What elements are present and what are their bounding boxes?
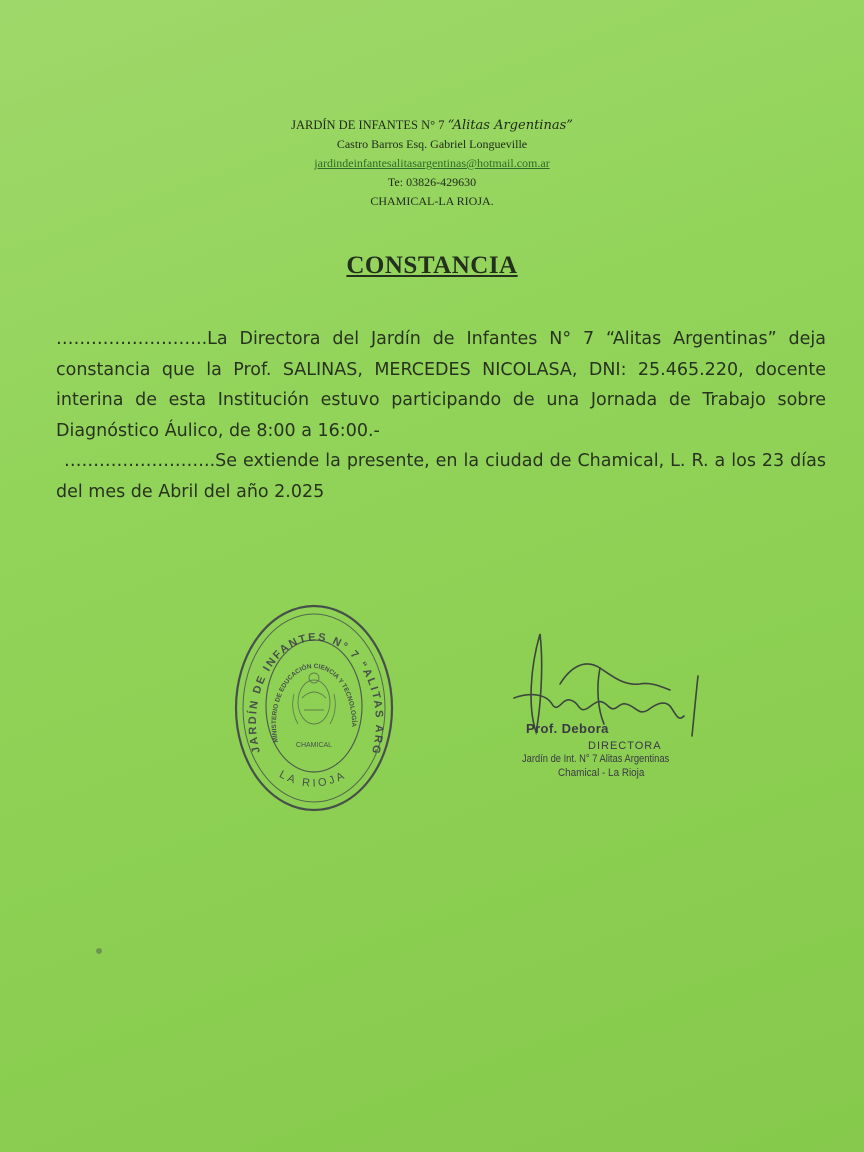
body-paragraph-2: ……………………..Se extiende la presente, en la ciudad de Chamical, L. R. a los 23 días del mes de Abril del año 2.025	[56, 451, 826, 502]
coat-of-arms-icon	[293, 673, 336, 724]
seal-center-text: CHAMICAL	[295, 742, 333, 749]
letterhead	[0, 116, 864, 211]
paper-speck	[96, 948, 102, 954]
signatory-role: DIRECTORA	[588, 740, 662, 752]
seal-inner-text: MINISTERIO DE EDUCACIÓN CIENCIA Y TECNOLOGÍA	[270, 662, 358, 744]
school-address: Castro Barros Esq. Gabriel Longueville	[336, 137, 528, 151]
signatory-city: Chamical - La Rioja	[558, 767, 645, 779]
school-prefix: JARDÍN DE INFANTES N° 7	[291, 118, 445, 132]
school-city: CHAMICAL-LA RIOJA.	[370, 194, 494, 208]
svg-text:JARDÍN DE INFANTES N° 7 “ALITA	[232, 602, 385, 757]
school-line	[0, 116, 864, 135]
seal-bottom-text: LA RIOJA	[277, 768, 349, 790]
institution-seal	[232, 602, 396, 814]
svg-text:MINISTERIO DE EDUCACIÓN CIENCI	[271, 662, 359, 743]
director-signature	[500, 628, 720, 779]
signatory-institution: Jardín de Int. N° 7 Alitas Argentinas	[522, 753, 670, 765]
document-title: CONSTANCIA	[346, 252, 518, 279]
school-email: jardindeinfantesalitasargentinas@hotmail.com.ar	[314, 156, 550, 170]
seal-outer-text: JARDÍN DE INFANTES N° 7 “ALITAS ARG	[246, 631, 386, 757]
school-phone: Te: 03826-429630	[387, 175, 477, 189]
document-body	[56, 324, 826, 507]
signatory-name: Prof. Debora	[526, 721, 609, 736]
body-paragraph-1: ……………………..La Directora del Jardín de Infantes N° 7 “Alitas Argentinas” deja constancia que la Prof. SALINAS, MERCEDES NICOLASA, DNI: 25.465.220, docente interina de esta Institución estuvo participando de una Jornada de Trabajo sobre Diagnóstico Áulico, de 8:00 a 16:00.-	[56, 329, 826, 441]
school-name: “Alitas Argentinas”	[447, 118, 573, 133]
